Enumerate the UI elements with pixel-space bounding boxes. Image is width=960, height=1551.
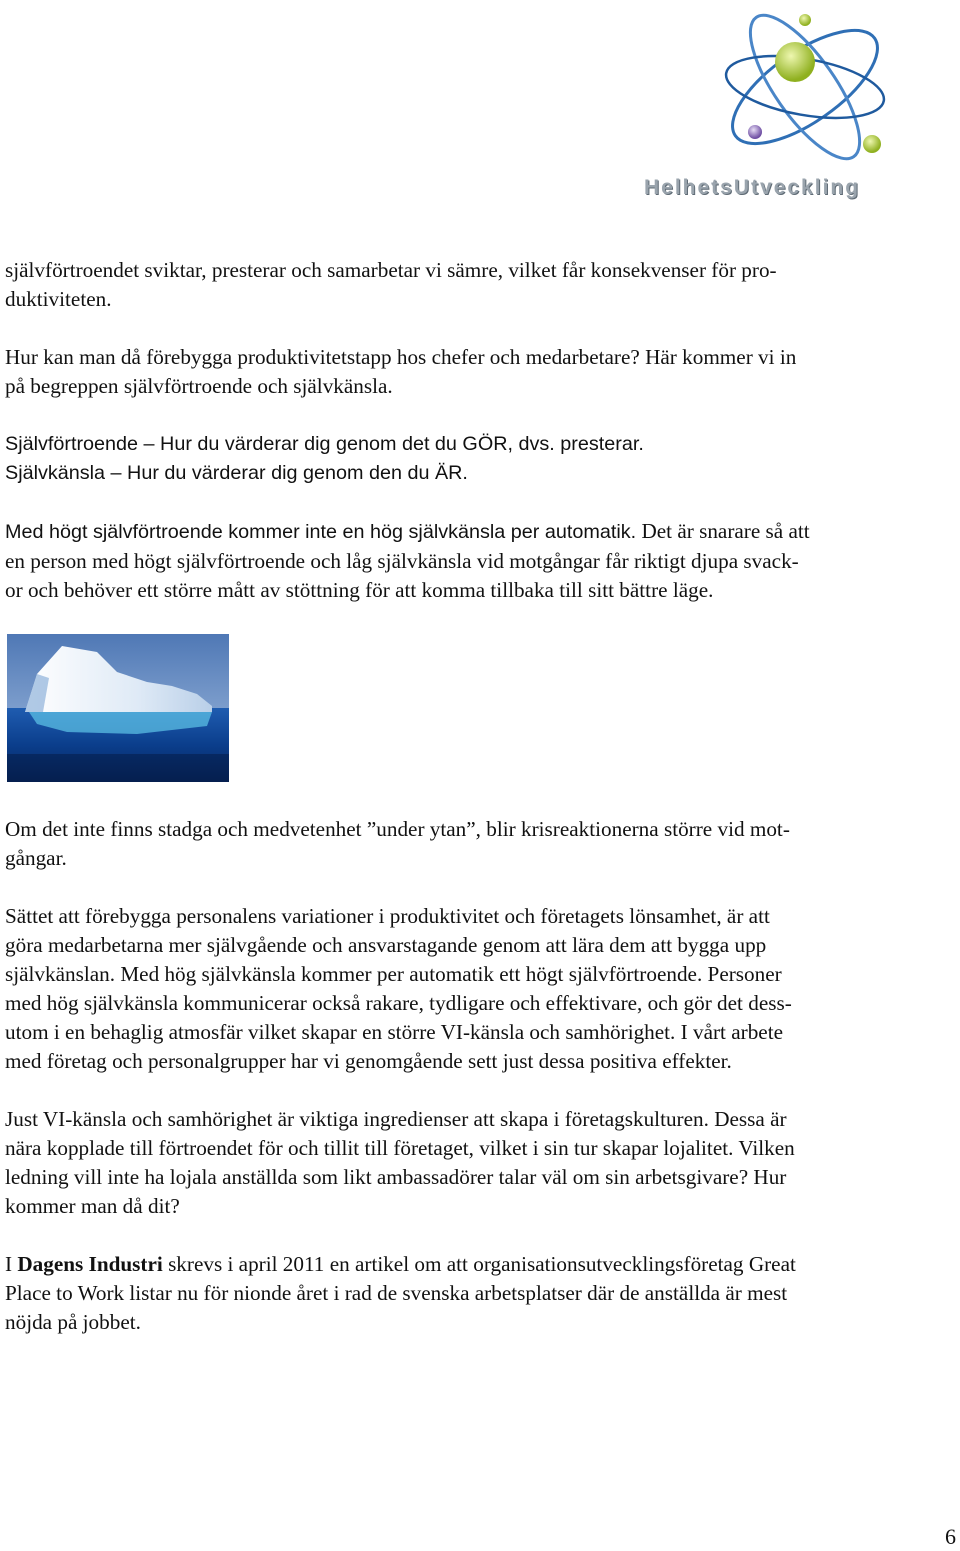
definition-self-confidence: Självförtroende – Hur du värderar dig genom det du GÖR, dvs. presterar. <box>5 433 644 455</box>
paragraph-8-rest: skrevs i april 2011 en artikel om att organisationsutvecklingsföretag Great Place to Work listar nu för nionde året i rad de svenska arbetsplatser där de anställda är mest nöjda på jobbet. <box>5 1252 796 1334</box>
paragraph-7: Just VI-känsla och samhörighet är viktiga ingredienser att skapa i företagskulturen. Dessa är nära kopplade till förtroendet för och tillit till företaget, vilket i sin tur skapar lojalitet. Vilken ledning vill inte ha lojala anställda som likt ambassadörer talar väl om sin arbetsgivare? Hur kommer man då dit? <box>5 1107 795 1218</box>
paragraph-2: Hur kan man då förebygga produktivitetstapp hos chefer och medarbetare? Här kommer vi in på begreppen självförtroende och självkänsla. <box>5 345 797 398</box>
company-logo <box>640 2 955 207</box>
iceberg-image <box>7 634 229 782</box>
paragraph-4-lead: Med högt självförtroende kommer inte en hög självkänsla per automatik. <box>5 521 637 543</box>
paragraph-6: Sättet att förebygga personalens variationer i produktivitet och företagets lönsamhet, är att göra medarbetarna mer självgående och ansvarstagande genom att lära dem att bygga upp självkänslan. Med hög självkänsla kommer per automatik ett högt självförtroende. Personer med hög självkänsla kommunicerar också rakare, tydligare och effektivare, och gör det dess- utom i en behaglig atmosfär vilket skapar en större VI-känsla och samhörighet. I vårt arbete med företag och personalgrupper har vi genomgående sett just dessa positiva effekter. <box>5 904 792 1073</box>
atom-logo-icon <box>700 2 900 177</box>
paragraph-5: Om det inte finns stadga och medvetenhet ”under ytan”, blir krisreaktionerna större vid mot- gångar. <box>5 817 790 870</box>
paragraph-8 <box>5 1250 955 1337</box>
definition-self-esteem: Självkänsla – Hur du värderar dig genom den du ÄR. <box>5 462 468 484</box>
page-number: 6 <box>945 1524 956 1549</box>
logo-wordmark: HelhetsUtveckling <box>644 176 861 199</box>
paragraph-4-rest: Det är snarare så att en person med högt självförtroende och låg självkänsla vid motgångar får riktigt djupa svack- or och behöver ett större mått av stöttning för att komma tillbaka till sitt bättre läge. <box>5 519 810 602</box>
paragraph-4 <box>5 517 955 605</box>
paragraph-1: självförtroendet sviktar, presterar och samarbetar vi sämre, vilket får konsekvenser för pro- duktiviteten. <box>5 258 777 311</box>
paragraph-8-prefix: I <box>5 1252 18 1276</box>
document-body <box>5 256 955 1366</box>
publication-name: Dagens Industri <box>17 1252 163 1276</box>
